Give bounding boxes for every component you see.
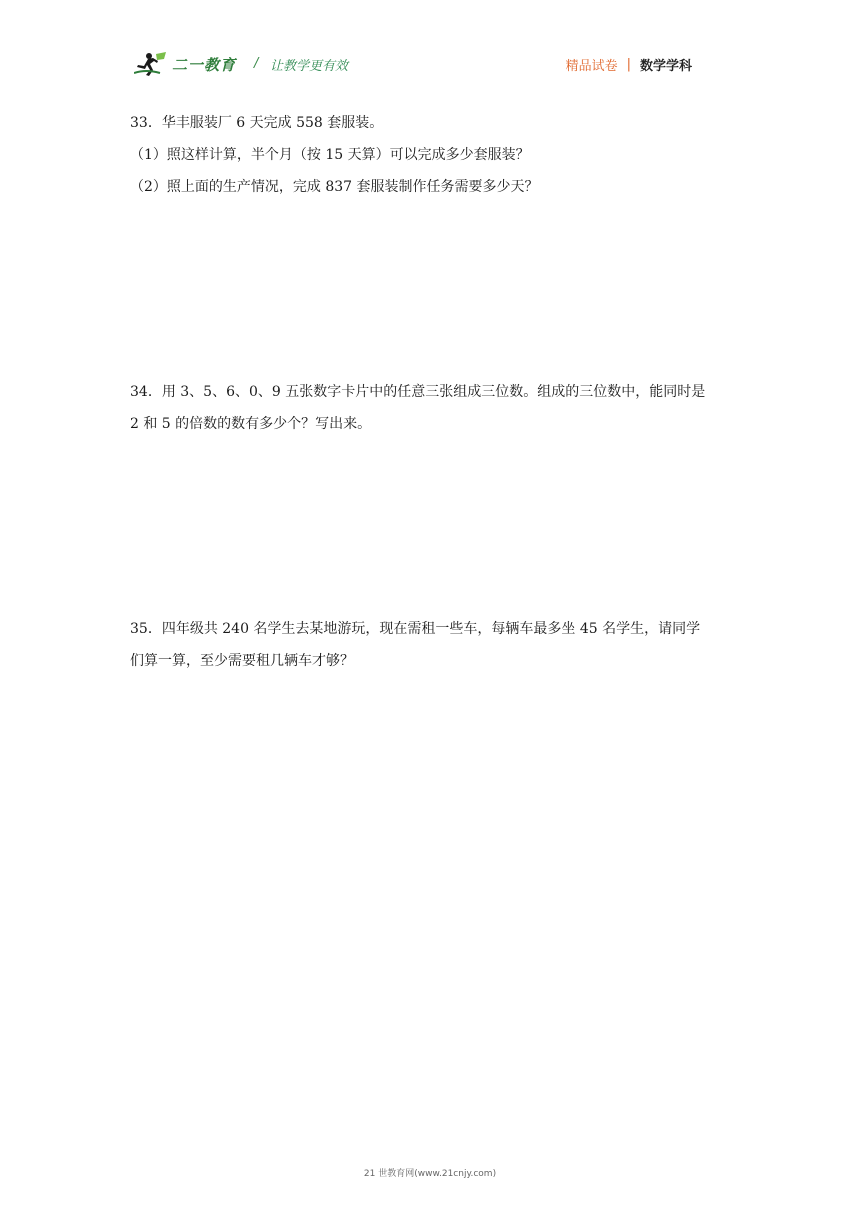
header-slash: / — [254, 56, 259, 71]
question-text: 33．华丰服装厂 6 天完成 558 套服装。 — [130, 115, 384, 131]
question-text: 35．四年级共 240 名学生去某地游玩，现在需租一些车，每辆车最多坐 45 名学生，请同学 — [130, 621, 701, 637]
quality-tag: 精品试卷 — [565, 59, 618, 74]
runner-logo-icon — [134, 51, 168, 77]
page-footer: 21 世教育网(www.21cnjy.com) — [363, 1169, 497, 1179]
question-35 — [130, 613, 734, 677]
header-right — [566, 55, 692, 74]
subject-label: 数学学科 — [639, 59, 692, 74]
logo — [134, 50, 236, 78]
question-text-continued: 2 和 5 的倍数的数有多少个？写出来。 — [130, 416, 372, 432]
question-33 — [130, 107, 734, 203]
slogan: 让教学更有效 — [270, 59, 349, 74]
question-text: 34．用 3、5、6、0、9 五张数字卡片中的任意三张组成三位数。组成的三位数中，能同时是 — [130, 384, 706, 400]
question-34 — [130, 376, 734, 440]
header-separator: | — [626, 57, 631, 72]
brand-name: 二一教育 — [172, 55, 237, 74]
sub-question-1: （1）照这样计算，半个月（按 15 天算）可以完成多少套服装？ — [130, 147, 530, 163]
page-header — [134, 44, 726, 84]
sub-question-2: （2）照上面的生产情况，完成 837 套服装制作任务需要多少天？ — [130, 179, 539, 195]
question-text-continued: 们算一算，至少需要租几辆车才够？ — [130, 653, 354, 669]
